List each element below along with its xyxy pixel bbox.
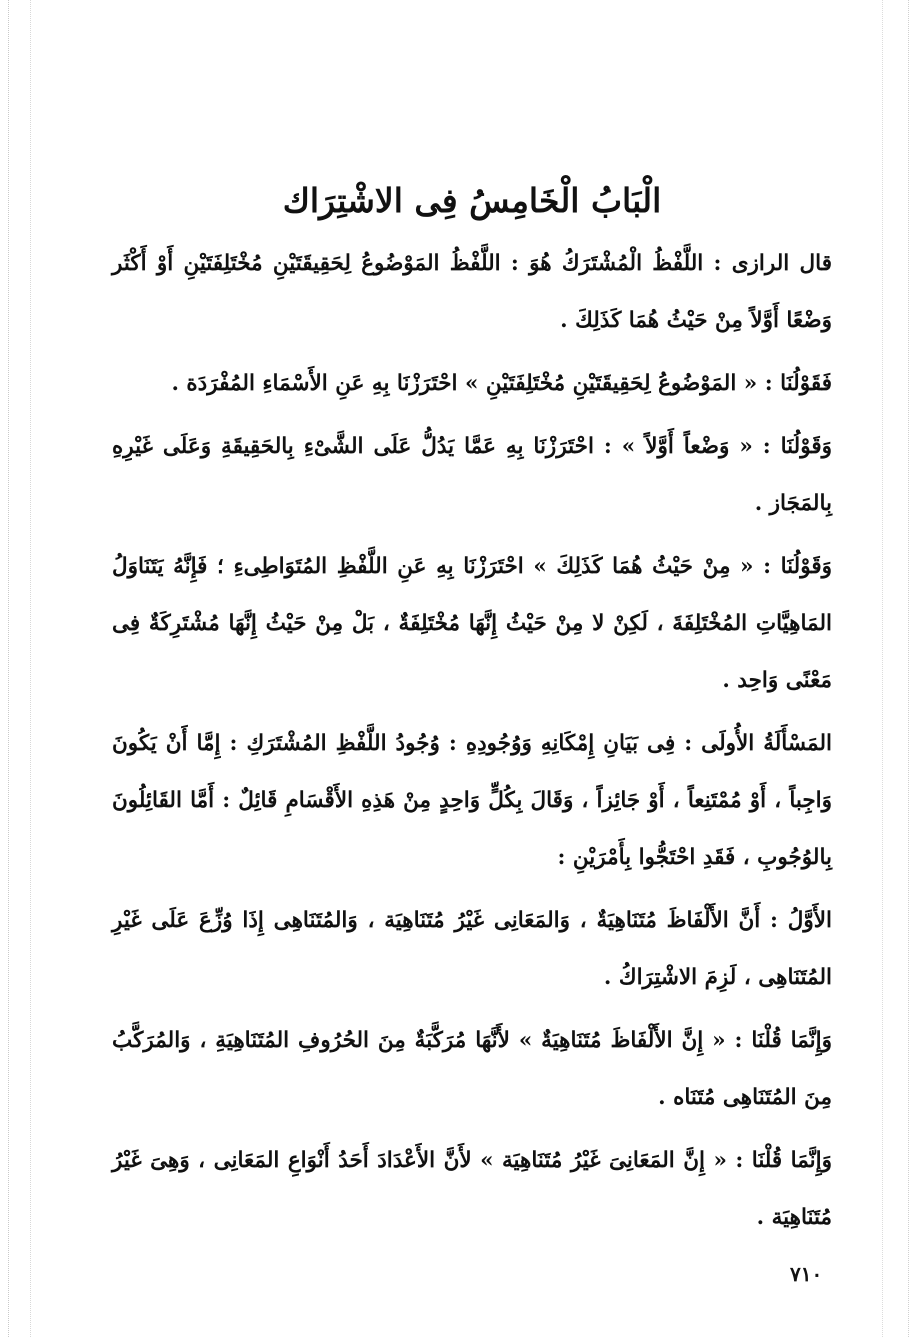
paragraph-first-argument: الأَوَّلُ : أَنَّ الأَلْفَاظَ مُتَنَاهِيَةٌ ، وَالمَعَانِى غَيْرُ مُتَنَاهِيَة ، وَالمُتَنَاهِى إِذَا وُزِّعَ عَلَى غَيْرِ المُتَنَاهِى ، لَزِمَ الاشْتِرَاكُ . (112, 907, 832, 990)
scan-dotted-edge-right (908, 0, 909, 1337)
scan-dotted-edge-left-inner (30, 0, 31, 1337)
paragraph-first-question: المَسْأَلَةُ الأُولَى : فِى بَيَانِ إِمْكَانِهِ وَوُجُودِهِ : وُجُودُ اللَّفْظِ المُشْتَرَكِ : إِمَّا أَنْ يَكُونَ وَاجِباً ، أَوْ مُمْتَنِعاً ، أَوْ جَائِزاً ، وَقَالَ بِكُلٍّ وَاحِدٍ مِنْ هَذِهِ الأَقْسَامِ قَائِلٌ : أَمَّا القَائِلُونَ بِالوُجُوبِ ، فَقَدِ احْتَجُّوا بِأَمْرَيْنِ : (112, 730, 832, 870)
paragraph-first-clause: فَقَوْلُنَا : « المَوْضُوعُ لِحَقِيقَتَيْنِ مُخْتَلِفَتَيْنِ » احْتَرَزْنَا بِهِ عَنِ الأَسْمَاءِ المُفْرَدَة . (171, 370, 832, 396)
scan-dotted-edge-right-inner (882, 0, 883, 1337)
page-body (112, 180, 832, 1252)
page-number: ٧١٠ (790, 1262, 823, 1286)
paragraph-infinite-meanings: وَإِنَّمَا قُلْنَا : « إِنَّ المَعَانِىَ غَيْرُ مُتَنَاهِيَة » لأَنَّ الأَعْدَادَ أَحَدُ أَنْوَاعِ المَعَانِى ، وَهِىَ غَيْرُ مُتَنَاهِيَة . (112, 1147, 832, 1230)
paragraph-second-clause: وَقَوْلُنَا : « وَضْعاً أَوَّلاً » : احْتَرَزْنَا بِهِ عَمَّا يَدُلُّ عَلَى الشَّىْءِ بِالحَقِيقَةِ وَعَلَى غَيْرِهِ بِالمَجَاز . (112, 433, 832, 516)
scan-dotted-edge-left (8, 0, 9, 1337)
paragraph-definition: قال الرازى : اللَّفْظُ الْمُشْتَرَكُ هُوَ : اللَّفْظُ المَوْضُوعُ لِحَقِيقَتَيْنِ مُخْتَلِفَتَيْنِ أَوْ أَكْثَر وَضْعًا أَوَّلاً مِنْ حَيْثُ هُمَا كَذَلِكَ . (112, 250, 832, 333)
paragraph-finite-words: وَإِنَّمَا قُلْنَا : « إِنَّ الأَلْفَاظَ مُتَنَاهِيَةٌ » لأَنَّهَا مُرَكَّبَةٌ مِنَ الحُرُوفِ المُتَنَاهِيَةِ ، وَالمُرَكَّبُ مِنَ المُتَنَاهِى مُتَنَاه . (112, 1027, 832, 1110)
chapter-title: الْبَابُ الْخَامِسُ فِى الاشْتِرَاك (282, 181, 662, 220)
paragraph-third-clause: وَقَوْلُنَا : « مِنْ حَيْثُ هُمَا كَذَلِكَ » احْتَرَزْنَا بِهِ عَنِ اللَّفْظِ المُتَوَاطِىءِ ؛ فَإِنَّهُ يَتَنَاوَلُ المَاهِيَّاتِ المُخْتَلِفَةَ ، لَكِنْ لا مِنْ حَيْثُ إِنَّهَا مُخْتَلِفَةٌ ، بَلْ مِنْ حَيْثُ إِنَّهَا مُشْتَرِكَةٌ فِى مَعْنًى وَاحِد . (112, 553, 832, 693)
